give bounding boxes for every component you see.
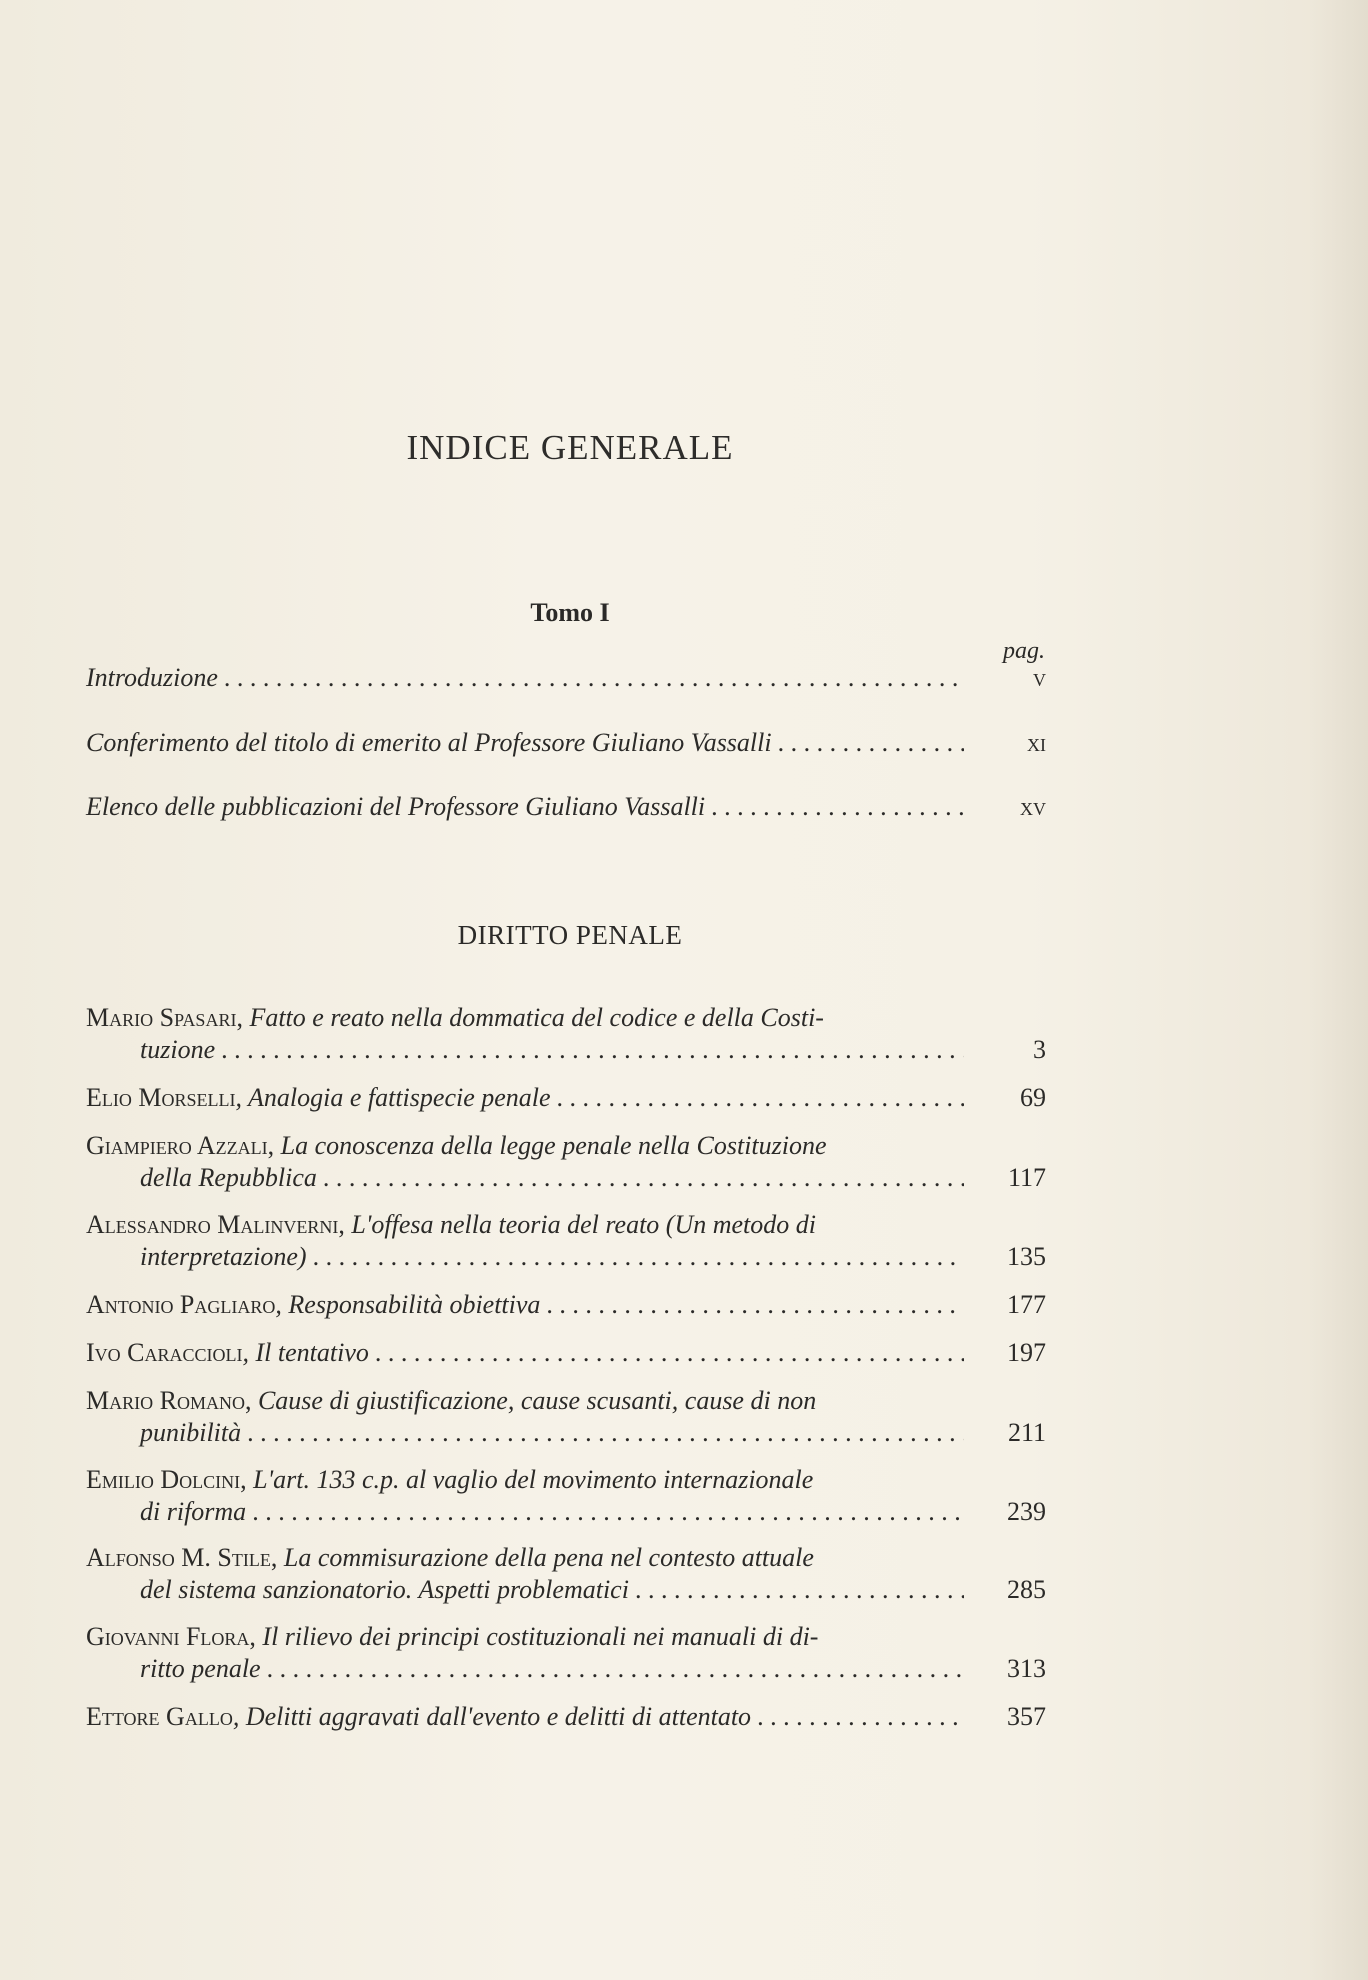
- toc-entry-title: Conferimento del titolo di emerito al Professore Giuliano Vassalli: [86, 728, 772, 757]
- entry-page: 177: [1007, 1290, 1046, 1319]
- entry-page: 357: [1007, 1702, 1046, 1731]
- entry-author: Ivo Caraccioli: [86, 1338, 243, 1367]
- entry-author: Elio Morselli: [86, 1083, 236, 1112]
- page-title: INDICE GENERALE: [406, 428, 734, 467]
- leader-dots: [247, 1417, 964, 1449]
- leader-dots: [267, 1653, 964, 1685]
- page-edge-shadow: [1308, 0, 1368, 1980]
- entry-page: 285: [1007, 1575, 1046, 1604]
- toc-entry-page: v: [1033, 663, 1046, 692]
- entry-page: 117: [1007, 1163, 1046, 1192]
- entry-title-cont: punibilità: [140, 1418, 242, 1447]
- entry-page: 3: [1033, 1035, 1046, 1064]
- toc-entry-page: xi: [1027, 728, 1046, 757]
- entry-author: Mario Spasari: [86, 1003, 237, 1032]
- toc-entry[interactable]: Antonio Pagliaro, Responsabilità obiettiva . . . 177: [86, 1289, 1046, 1321]
- leader-dots: [221, 1034, 964, 1066]
- entry-author: Antonio Pagliaro: [86, 1290, 276, 1319]
- leader-dots: [757, 1701, 964, 1733]
- entry-title: Responsabilità obiettiva: [288, 1290, 541, 1319]
- volume-heading: Tomo I: [530, 598, 610, 627]
- entry-author: Ettore Gallo: [86, 1702, 233, 1731]
- entry-title: L'offesa nella teoria del reato (Un metodo di: [351, 1210, 816, 1239]
- entry-title: Analogia e fattispecie penale: [248, 1083, 551, 1112]
- toc-entry[interactable]: Alessandro Malinverni, L'offesa nella teoria del reato (Un metodo di interpretazione) . . . 135: [86, 1209, 1046, 1273]
- toc-entry-front[interactable]: [86, 727, 1046, 759]
- entry-title: Cause di giustificazione, cause scusanti, cause di non: [257, 1386, 817, 1415]
- entry-page: 313: [1007, 1654, 1046, 1683]
- page-column-label: pag.: [1003, 638, 1045, 664]
- entry-title: L'art. 133 c.p. al vaglio del movimento internazionale: [253, 1465, 814, 1494]
- entry-title: Il rilievo dei principi costituzionali nei manuali di di-: [262, 1622, 819, 1651]
- toc-entry[interactable]: Ivo Caraccioli, Il tentativo . . . 197: [86, 1337, 1046, 1369]
- entry-title-cont: di riforma: [140, 1497, 247, 1526]
- toc-entry-title: Elenco delle pubblicazioni del Professore Giuliano Vassalli: [86, 792, 706, 821]
- leader-dots: [711, 791, 964, 823]
- entry-page: 69: [1020, 1083, 1046, 1112]
- toc-entry[interactable]: Elio Morselli, Analogia e fattispecie penale . . . 69: [86, 1082, 1046, 1114]
- entry-page: 239: [1007, 1497, 1046, 1526]
- entry-title: Delitti aggravati dall'evento e delitti di attentato: [245, 1702, 752, 1731]
- leader-dots: [323, 1162, 964, 1194]
- entry-title-cont: ritto penale: [140, 1654, 261, 1683]
- leader-dots: [635, 1574, 964, 1606]
- entry-author: Emilio Dolcini: [86, 1465, 241, 1494]
- toc-entry[interactable]: Giovanni Flora, Il rilievo dei principi costituzionali nei manuali di di- ritto penale . . . 313: [86, 1621, 1046, 1685]
- toc-entry[interactable]: Giampiero Azzali, La conoscenza della legge penale nella Costituzione della Repubblica . . . 117: [86, 1130, 1046, 1194]
- entry-page: 135: [1007, 1242, 1046, 1271]
- leader-dots: [557, 1082, 964, 1114]
- entry-author: Giovanni Flora: [86, 1622, 250, 1651]
- entry-title: Il tentativo: [255, 1338, 369, 1367]
- toc-entry-front[interactable]: [86, 791, 1046, 823]
- entry-title-cont: interpretazione): [140, 1242, 307, 1271]
- section-heading: DIRITTO PENALE: [457, 920, 683, 950]
- entry-title: Fatto e reato nella dommatica del codice e della Costi-: [249, 1003, 824, 1032]
- entry-author: Alfonso M. Stile: [86, 1543, 271, 1572]
- leader-dots: [375, 1337, 964, 1369]
- toc-entry[interactable]: Emilio Dolcini, L'art. 133 c.p. al vaglio del movimento internazionale di riforma . . . 239: [86, 1464, 1046, 1528]
- toc-entry-title: Introduzione: [86, 663, 218, 692]
- entry-title-cont: della Repubblica: [140, 1163, 317, 1192]
- entry-author: Giampiero Azzali: [86, 1131, 268, 1160]
- entry-title: La conoscenza della legge penale nella Costituzione: [280, 1131, 827, 1160]
- toc-entry[interactable]: Mario Spasari, Fatto e reato nella dommatica del codice e della Costi- tuzione . . . 3: [86, 1002, 1046, 1066]
- entry-author: Alessandro Malinverni: [86, 1210, 339, 1239]
- leader-dots: [224, 662, 964, 694]
- leader-dots: [313, 1241, 964, 1273]
- entry-author: Mario Romano: [86, 1386, 245, 1415]
- leader-dots: [778, 727, 964, 759]
- entry-title-cont: del sistema sanzionatorio. Aspetti problematici: [140, 1575, 629, 1604]
- toc-entry[interactable]: Alfonso M. Stile, La commisurazione della pena nel contesto attuale del sistema sanzionatorio. Aspetti problematici . . . 285: [86, 1542, 1046, 1606]
- toc-entry-front[interactable]: [86, 662, 1046, 694]
- entry-title: La commisurazione della pena nel contesto attuale: [283, 1543, 814, 1572]
- leader-dots: [546, 1289, 964, 1321]
- toc-entry-page: xv: [1020, 792, 1046, 821]
- leader-dots: [252, 1496, 964, 1528]
- entry-title-cont: tuzione: [140, 1035, 216, 1064]
- toc-entry[interactable]: Mario Romano, Cause di giustificazione, cause scusanti, cause di non punibilità . . . 211: [86, 1385, 1046, 1449]
- entry-page: 211: [1007, 1418, 1046, 1447]
- toc-entry[interactable]: Ettore Gallo, Delitti aggravati dall'evento e delitti di attentato . . . 357: [86, 1701, 1046, 1733]
- entry-page: 197: [1007, 1338, 1046, 1367]
